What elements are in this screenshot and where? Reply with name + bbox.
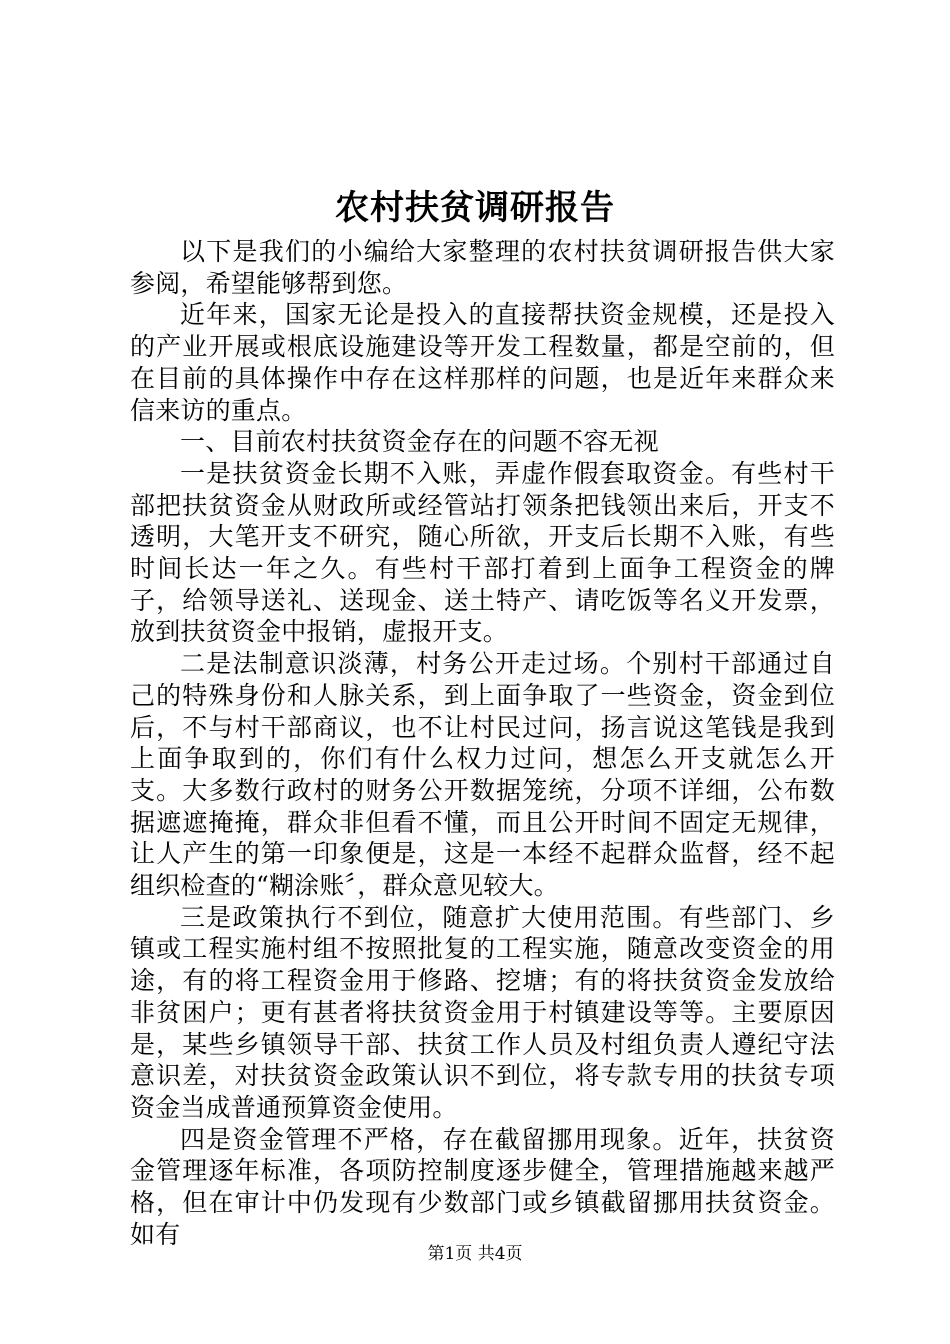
document-body bbox=[130, 236, 835, 1251]
paragraph-issue-4: 四是资金管理不严格，存在截留挪用现象。近年，扶贫资金管理逐年标准，各项防控制度逐步健全，管理措施越来越严格，但在审计中仍发现有少数部门或乡镇截留挪用扶贫资金。如有 bbox=[130, 1124, 835, 1249]
paragraph-issue-3: 三是政策执行不到位，随意扩大使用范围。有些部门、乡镇或工程实施村组不按照批复的工程实施，随意改变资金的用途，有的将工程资金用于修路、挖塘；有的将扶贫资金发放给非贫困户；更有甚者将扶贫资金用于村镇建设等等。主要原因是，某些乡镇领导干部、扶贫工作人员及村组负责人遵纪守法意识差，对扶贫资金政策认识不到位，将专款专用的扶贫专项资金当成普通预算资金使用。 bbox=[130, 902, 835, 1122]
paragraph-intro: 以下是我们的小编给大家整理的农村扶贫调研报告供大家参阅，希望能够帮到您。 bbox=[130, 237, 835, 298]
paragraph-background: 近年来，国家无论是投入的直接帮扶资金规模，还是投入的产业开展或根底设施建设等开发工程数量，都是空前的，但在目前的具体操作中存在这样那样的问题，也是近年来群众来信来访的重点。 bbox=[130, 300, 835, 425]
document-title: 农村扶贫调研报告 bbox=[335, 188, 615, 228]
paragraph-issue-2: 二是法制意识淡薄，村务公开走过场。个别村干部通过自己的特殊身份和人脉关系，到上面争取了一些资金，资金到位后，不与村干部商议，也不让村民过问，扬言说这笔钱是我到上面争取到的，你们有什么权力过问，想怎么开支就怎么开支。大多数行政村的财务公开数据笼统，分项不详细，公布数据遮遮掩掩，群众非但看不懂，而且公开时间不固定无规律，让人产生的第一印象便是，这是一本经不起群众监督，经不起组织检查的“糊涂账〞，群众意见较大。 bbox=[130, 649, 835, 901]
page-number-footer: 第1页 共4页 bbox=[427, 1244, 523, 1264]
section-heading-1: 一、目前农村扶贫资金存在的问题不容无视 bbox=[180, 427, 659, 457]
paragraph-issue-1: 一是扶贫资金长期不入账，弄虚作假套取资金。有些村干部把扶贫资金从财政所或经管站打领条把钱领出来后，开支不透明，大笔开支不研究，随心所欲，开支后长期不入账，有些时间长达一年之久。有些村干部打着到上面争工程资金的牌子，给领导送礼、送现金、送土特产、请吃饭等名义开发票，放到扶贫资金中报销，虚报开支。 bbox=[130, 458, 835, 647]
